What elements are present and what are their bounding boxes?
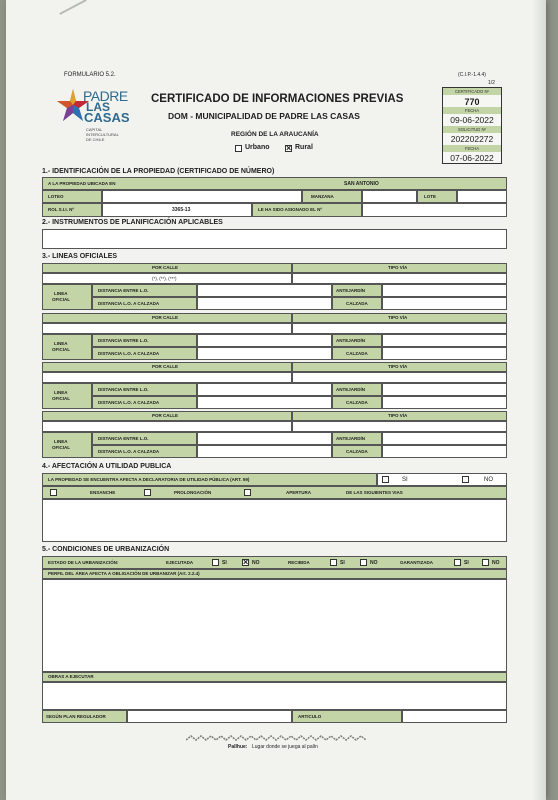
estado-label: ESTADO DE LA URBANIZACIÓN: — [48, 560, 119, 565]
declaratoria-si-checkbox[interactable] — [382, 476, 389, 483]
section2-title: 2.- INSTRUMENTOS DE PLANIFICACIÓN APLICABLES — [42, 219, 223, 226]
dist-lo-label-3: DISTANCIA ENTRE L.O. — [98, 387, 149, 392]
por-calle-label-3: POR CALLE — [152, 364, 179, 369]
recibida-no-label: NO — [370, 560, 378, 566]
dist-calzada-label-2: DISTANCIA L.O. A CALZADA — [98, 351, 160, 356]
ubicada-value: SAN ANTONIO — [344, 181, 379, 187]
fecha-value: 09-06-2022 — [450, 115, 494, 125]
dist-lo-field-1[interactable] — [197, 284, 332, 297]
ejecutada-no-checkbox[interactable]: × — [243, 557, 249, 567]
oficial-label-4: OFICIAL — [52, 445, 70, 450]
calle-field-4[interactable] — [42, 421, 292, 432]
apertura-checkbox[interactable] — [244, 489, 251, 496]
siguientes-vias-label: DE LAS SIGUIENTES VIAS — [346, 490, 403, 495]
section5-title: 5.- CONDICIONES DE URBANIZACIÓN — [42, 546, 170, 553]
recibida-no-checkbox[interactable] — [360, 559, 367, 566]
fecha-label: FECHA — [443, 107, 501, 114]
logo-sub-1: CAPITAL — [86, 127, 103, 132]
logo-text-las: LAS — [86, 100, 110, 114]
rol-label: ROL S.I.I. Nº — [48, 207, 75, 212]
apertura-label: APERTURA — [286, 490, 312, 495]
dist-calzada-label-1: DISTANCIA L.O. A CALZADA — [98, 301, 160, 306]
tipo-via-label-2: TIPO VÍA — [388, 315, 408, 320]
por-calle-label-2: POR CALLE — [152, 315, 179, 320]
antejardin-field-1[interactable] — [382, 284, 507, 297]
logo-text-padre: PADRE — [83, 88, 128, 104]
lote-cell — [417, 190, 457, 203]
document-subtitle: DOM - MUNICIPALIDAD DE PADRE LAS CASAS — [168, 111, 360, 121]
section4-title: 4.- AFECTACIÓN A UTILIDAD PUBLICA — [42, 463, 172, 470]
footer-pallhue-bold: Pallhue: — [228, 744, 248, 750]
declaratoria-si-label: SI — [402, 477, 408, 483]
dist-lo-field-2[interactable] — [197, 334, 332, 347]
fecha2-label: FECHA — [443, 145, 501, 152]
dist-lo-label-1: DISTANCIA ENTRE L.O. — [98, 288, 149, 293]
manzana-field[interactable] — [362, 190, 417, 203]
footer-pattern-icon — [186, 734, 366, 742]
dist-lo-field-3[interactable] — [197, 383, 332, 396]
tipo-via-label-3: TIPO VÍA — [388, 364, 408, 369]
dist-calzada-field-4[interactable] — [197, 445, 332, 458]
loteo-field[interactable] — [102, 190, 302, 203]
antejardin-label-2: ANTEJARDÍN — [336, 338, 366, 343]
tipo-via-field-3[interactable] — [292, 372, 507, 383]
section3-title: 3.- LINEAS OFICIALES — [42, 253, 118, 260]
articulo-label: ARTICULO — [298, 714, 322, 719]
ejecutada-label: EJECUTADA — [166, 560, 194, 565]
calzada-field-4[interactable] — [382, 445, 507, 458]
declaratoria-no-label: NO — [484, 477, 493, 483]
recibida-si-label: SI — [340, 560, 345, 566]
calzada-field-2[interactable] — [382, 347, 507, 360]
dist-lo-label-2: DISTANCIA ENTRE L.O. — [98, 338, 149, 343]
instrumentos-field[interactable] — [42, 229, 507, 249]
calzada-label-1: CALZADA — [346, 301, 368, 306]
logo-sub-2: INTERCULTURAL — [86, 132, 119, 137]
page-edge-shadow — [532, 0, 546, 800]
vias-field[interactable] — [42, 499, 507, 542]
section1-title: 1.- IDENTIFICACIÓN DE LA PROPIEDAD (CERTIFICADO DE NÚMERO) — [42, 168, 275, 175]
certificado-label: CERTIFICADO Nº — [443, 88, 501, 95]
ejecutada-si-checkbox[interactable] — [212, 559, 219, 566]
calzada-label-4: CALZADA — [346, 449, 368, 454]
solicitud-value: 202202272 — [450, 134, 494, 144]
linea-label-4: LINEA — [54, 439, 68, 444]
perfil-label: PERFIL DEL ÁREA AFECTA A OBLIGACIÓN DE URBANIZAR (Art. 2.2.4) — [48, 571, 200, 576]
ensanche-checkbox[interactable] — [50, 489, 57, 496]
dist-calzada-field-1[interactable] — [197, 297, 332, 310]
fecha2-value: 07-06-2022 — [450, 153, 494, 163]
antejardin-label-3: ANTEJARDÍN — [336, 387, 366, 392]
rural-label: Rural — [295, 144, 313, 151]
antejardin-field-4[interactable] — [382, 432, 507, 445]
document-title: CERTIFICADO DE INFORMACIONES PREVIAS — [151, 93, 404, 105]
calzada-field-3[interactable] — [382, 396, 507, 409]
obras-header — [42, 672, 507, 682]
linea-label-2: LINEA — [54, 341, 68, 346]
dist-calzada-label-4: DISTANCIA L.O. A CALZADA — [98, 449, 160, 454]
dist-lo-field-4[interactable] — [197, 432, 332, 445]
ejecutada-si-label: SI — [222, 560, 227, 566]
declaratoria-label: LA PROPIEDAD SE ENCUENTRA AFECTA A DECLARATORIA DE UTILIDAD PÚBLICA (ART. 59) — [48, 477, 250, 482]
document-page — [6, 0, 546, 800]
region-label: REGIÓN DE LA ARAUCANÍA — [231, 131, 319, 138]
certificate-info-box — [442, 87, 502, 164]
dist-calzada-label-3: DISTANCIA L.O. A CALZADA — [98, 400, 160, 405]
linea-label-3: LINEA — [54, 390, 68, 395]
obras-field[interactable] — [42, 682, 507, 710]
loteo-label: LOTEO — [48, 194, 64, 199]
declaratoria-no-checkbox[interactable] — [462, 476, 469, 483]
paper-crease — [59, 0, 86, 15]
urbano-checkbox[interactable] — [235, 145, 242, 152]
prolongacion-checkbox[interactable] — [144, 489, 151, 496]
tipo-via-field-4[interactable] — [292, 421, 507, 432]
oficial-label-1: OFICIAL — [52, 297, 70, 302]
tipo-via-field-1[interactable] — [292, 273, 507, 284]
tipo-via-label-4: TIPO VÍA — [388, 413, 408, 418]
certificado-value: 770 — [464, 97, 480, 107]
calzada-label-3: CALZADA — [346, 400, 368, 405]
recibida-si-checkbox[interactable] — [330, 559, 337, 566]
solicitud-label: SOLICITUD Nº — [443, 126, 501, 133]
asignado-field[interactable] — [362, 203, 507, 217]
lote-field[interactable] — [457, 190, 507, 203]
obras-label: OBRAS A EJECUTAR — [48, 674, 94, 679]
garantizada-no-label: NO — [492, 560, 500, 566]
antejardin-field-3[interactable] — [382, 383, 507, 396]
oficial-label-3: OFICIAL — [52, 396, 70, 401]
lote-label: LOTE — [424, 194, 436, 199]
logo-sub-3: DE CHILE — [86, 137, 105, 142]
recibida-label: RECIBIDA — [288, 560, 310, 565]
logo-text-casas: CASAS — [84, 110, 130, 125]
dist-lo-label-4: DISTANCIA ENTRE L.O. — [98, 436, 149, 441]
ubicada-label: A LA PROPIEDAD UBICADA EN — [48, 181, 116, 186]
oficial-label-2: OFICIAL — [52, 347, 70, 352]
rol-value: 3365-13 — [172, 207, 191, 213]
antejardin-label-1: ANTEJARDÍN — [336, 288, 366, 293]
garantizada-label: GARANTIZADA — [400, 560, 433, 565]
dist-calzada-field-3[interactable] — [197, 396, 332, 409]
dist-calzada-field-2[interactable] — [197, 347, 332, 360]
form-code: FORMULARIO 5.2. — [64, 72, 116, 78]
linea-label-1: LINEA — [54, 291, 68, 296]
garantizada-no-checkbox[interactable] — [482, 559, 489, 566]
segun-plan-field[interactable] — [127, 710, 292, 723]
antejardin-field-2[interactable] — [382, 334, 507, 347]
manzana-label: MANZANA — [311, 194, 334, 199]
ejecutada-no-label: NO — [252, 560, 260, 566]
calzada-label-2: CALZADA — [346, 351, 368, 356]
rural-checkbox[interactable]: × — [286, 143, 292, 153]
page-number: 1/2 — [488, 80, 495, 86]
por-calle-label-1: POR CALLE — [152, 265, 179, 270]
calle-field-2[interactable] — [42, 323, 292, 334]
antejardin-label-4: ANTEJARDÍN — [336, 436, 366, 441]
tipo-via-label-1: TIPO VÍA — [388, 265, 408, 270]
perfil-field[interactable] — [42, 579, 507, 672]
garantizada-si-checkbox[interactable] — [454, 559, 461, 566]
por-calle-label-4: POR CALLE — [152, 413, 179, 418]
urbano-label: Urbano — [245, 144, 270, 151]
calle-field-3[interactable] — [42, 372, 292, 383]
ensanche-label: ENSANCHE — [90, 490, 116, 495]
segun-plan-label: SEGÚN PLAN REGULADOR — [46, 714, 106, 719]
prolongacion-label: PROLONGACIÓN — [174, 490, 212, 495]
garantizada-si-label: SI — [464, 560, 469, 566]
calzada-field-1[interactable] — [382, 297, 507, 310]
calle-value-1: (*), (**), (***) — [152, 276, 177, 281]
footer-pallhue-text: Lugar donde se juega al palín — [252, 744, 318, 750]
cip-code: (C.I.P.-1.4.4) — [458, 72, 486, 78]
articulo-field[interactable] — [402, 710, 507, 723]
tipo-via-field-2[interactable] — [292, 323, 507, 334]
asignado-label: LE HA SIDO ASIGNADO EL Nº — [258, 207, 322, 212]
